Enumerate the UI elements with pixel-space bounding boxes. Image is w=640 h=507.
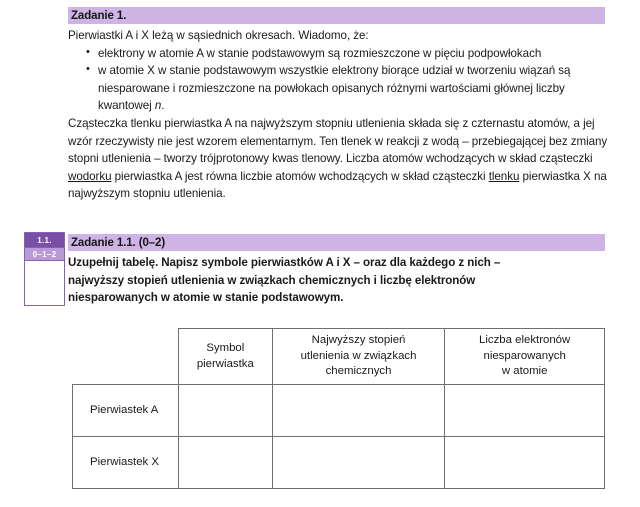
table-header-oxidation-line1: Najwyższy stopień	[311, 334, 406, 347]
bullet-item-2	[86, 62, 608, 115]
task-1-bullet-list	[68, 45, 608, 115]
answer-cell-x-symbol[interactable]	[178, 437, 272, 489]
table-header-unpaired-line3: w atomie	[501, 365, 548, 378]
row-label-element-a: Pierwiastek A	[73, 385, 179, 437]
table-header-oxidation	[272, 329, 445, 385]
table-row	[73, 385, 605, 437]
table-header-symbol-line1: Symbol	[206, 341, 245, 354]
underlined-term-wodorku: wodorku	[68, 169, 112, 183]
task-1-1-header-band: Zadanie 1.1. (0–2)	[68, 234, 605, 251]
paragraph-segment-1: Cząsteczka tlenku pierwiastka A na najwyższym stopniu utlenienia składa się z czternastu atomów, a jej wzór rzeczywisty nie jest wzorem elementarnym. Ten tlenek w reakcji z wodą – przebiegającej bez zmiany stopni utlenienia – tworzy trójprotonowy kwas tlenowy. Liczba atomów wchodzących w skład cząsteczki	[68, 116, 608, 166]
answer-cell-x-unpaired[interactable]	[445, 437, 605, 489]
answer-cell-a-unpaired[interactable]	[445, 385, 605, 437]
row-label-element-x: Pierwiastek X	[73, 437, 179, 489]
task-1-paragraph	[68, 115, 608, 203]
table-corner-blank	[73, 329, 179, 385]
table-header-symbol-line2: pierwiastka	[196, 357, 254, 370]
bullet-item-1-text: elektrony w atomie A w stanie podstawowym są rozmieszczone w pięciu podpowłokach	[98, 46, 542, 60]
quantum-number-symbol: n	[154, 99, 162, 113]
task-1-1-instruction	[68, 254, 608, 307]
bullet-item-2-text-part1: w atomie X w stanie podstawowym wszystkie elektrony biorące udział w tworzeniu wiązań są niesparowane i rozmieszczone na powłokach opisanych różnymi wartościami głównej liczby kwantowej	[98, 64, 571, 113]
table-header-unpaired	[445, 329, 605, 385]
bullet-item-2-text-part2: .	[161, 99, 165, 113]
table-header-oxidation-line2: utlenienia w związkach	[300, 349, 417, 362]
underlined-term-tlenku: tlenku	[488, 169, 520, 183]
paragraph-segment-3: pierwiastka X na najwyższym stopniu utlenienia.	[68, 169, 607, 201]
answer-cell-a-symbol[interactable]	[178, 385, 272, 437]
table-row	[73, 437, 605, 489]
table-header-unpaired-line1: Liczba elektronów	[479, 334, 571, 347]
score-box-awarded-points-field[interactable]	[25, 261, 64, 305]
task-1-header-band: Zadanie 1.	[68, 7, 605, 24]
score-box-task-id: 1.1.	[25, 233, 64, 248]
answer-cell-a-oxidation[interactable]	[272, 385, 445, 437]
task-1-body	[68, 27, 608, 203]
instruction-line-2: najwyższy stopień utlenienia w związkach chemicznych i liczbę elektronów	[68, 273, 476, 287]
table-header-oxidation-line3: chemicznych	[325, 365, 392, 378]
table-header-unpaired-line2: niesparowanych	[483, 349, 566, 362]
paragraph-segment-2: pierwiastka A jest równa liczbie atomów wchodzących w skład cząsteczki	[111, 169, 489, 183]
task-1-lead-in: Pierwiastki A i X leżą w sąsiednich okresach. Wiadomo, że:	[68, 29, 369, 42]
instruction-line-3: niesparowanych w atomie w stanie podstawowym.	[68, 291, 344, 305]
answer-table	[72, 328, 605, 489]
score-box-points-scale: 0–1–2	[25, 248, 64, 261]
score-box	[24, 232, 65, 306]
table-header-row	[73, 329, 605, 385]
answer-cell-x-oxidation[interactable]	[272, 437, 445, 489]
table-header-symbol	[178, 329, 272, 385]
bullet-item-1	[86, 45, 608, 63]
instruction-line-1: Uzupełnij tabelę. Napisz symbole pierwiastków A i X – oraz dla każdego z nich –	[68, 256, 501, 269]
